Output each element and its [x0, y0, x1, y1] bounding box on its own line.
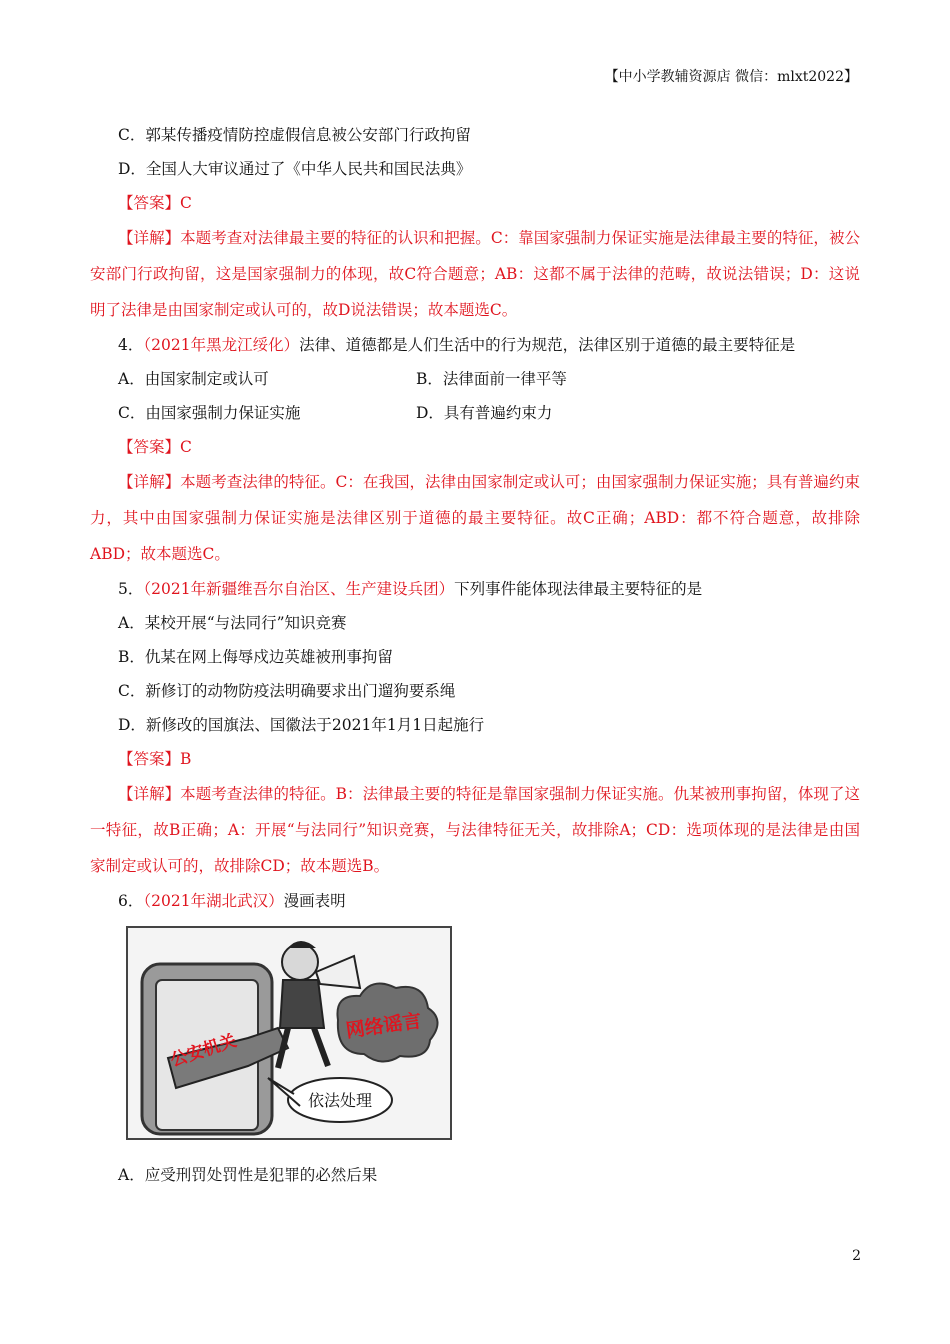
- cartoon-image: [126, 926, 452, 1140]
- person-body: [280, 980, 324, 1028]
- q4-stem: [90, 328, 860, 362]
- megaphone: [316, 956, 360, 988]
- q4-source: （2021年黑龙江绥化）: [143, 336, 300, 354]
- q5-stem: [90, 572, 860, 606]
- q4-stem-text: 法律、道德都是人们生活中的行为规范，法律区别于道德的最主要特征是: [299, 336, 796, 354]
- q4-option-a: A．由国家制定或认可: [118, 370, 269, 388]
- q6-stem-text: 漫画表明: [283, 892, 346, 910]
- q3-option-c: C．郭某传播疫情防控虚假信息被公安部门行政拘留: [118, 126, 471, 144]
- rumor-label: 网络谣言: [344, 1009, 423, 1043]
- q6-stem: [90, 884, 860, 918]
- cartoon-drawing: [128, 928, 450, 1138]
- q5-option-a: A．某校开展“与法同行”知识竞赛: [118, 614, 347, 632]
- page-header: 【中小学教辅资源店 微信：mlxt2022】: [604, 69, 858, 85]
- person-legs: [278, 1028, 328, 1068]
- q4-number: 4．: [118, 336, 144, 354]
- q5-source: （2021年新疆维吾尔自治区、生产建设兵团）: [143, 580, 455, 598]
- q4-options-row2: [90, 396, 860, 430]
- q5-stem-text: 下列事件能体现法律最主要特征的是: [454, 580, 703, 598]
- q4-option-d: D．具有普遍约束力: [416, 404, 553, 422]
- police-label: 公安机关: [168, 1031, 240, 1072]
- q3-detail: 【详解】本题考查对法律最主要的特征的认识和把握。C：靠国家强制力保证实施是法律最主要的特征，被公安部门行政拘留，这是国家强制力的体现，故C符合题意；AB：这都不属于法律的范畴，故说法错误；D：这说明了法律是由国家制定或认可的，故D说法错误；故本题选C。: [90, 229, 860, 319]
- document-body: [90, 118, 860, 1192]
- q4-detail: 【详解】本题考查法律的特征。C：在我国，法律由国家制定或认可；由国家强制力保证实施；具有普遍约束力，其中由国家强制力保证实施是法律区别于道德的最主要特征。故C正确；ABD：都不符合题意，故排除ABD；故本题选C。: [90, 473, 860, 563]
- q5-option-c: C．新修订的动物防疫法明确要求出门遛狗要系绳: [118, 682, 456, 700]
- q6-number: 6．: [118, 892, 144, 910]
- q6-option-a: A．应受刑罚处罚性是犯罪的必然后果: [118, 1166, 378, 1184]
- q5-option-d: D．新修改的国旗法、国徽法于2021年1月1日起施行: [118, 716, 485, 734]
- q5-option-b: B．仇某在网上侮辱戍边英雄被刑事拘留: [118, 648, 393, 666]
- q5-number: 5．: [118, 580, 144, 598]
- page-number: 2: [852, 1248, 861, 1264]
- q5-detail: 【详解】本题考查法律的特征。B：法律最主要的特征是靠国家强制力保证实施。仇某被刑事拘留，体现了这一特征，故B正确；A：开展“与法同行”知识竞赛，与法律特征无关，故排除A；CD：选项体现的是法律是由国家制定或认可的，故排除CD；故本题选B。: [90, 785, 860, 875]
- q4-option-c: C．由国家强制力保证实施: [118, 404, 301, 422]
- speech-label: 依法处理: [307, 1091, 373, 1110]
- q3-answer: 【答案】C: [118, 194, 192, 212]
- q6-source: （2021年湖北武汉）: [143, 892, 284, 910]
- person-hair: [288, 941, 316, 948]
- q3-option-d: D．全国人大审议通过了《中华人民共和国民法典》: [118, 160, 472, 178]
- person-head: [282, 944, 318, 980]
- q4-answer: 【答案】C: [118, 438, 192, 456]
- q4-options-row1: [90, 362, 860, 396]
- q4-option-b: B．法律面前一律平等: [416, 370, 567, 388]
- q5-answer: 【答案】B: [118, 750, 192, 768]
